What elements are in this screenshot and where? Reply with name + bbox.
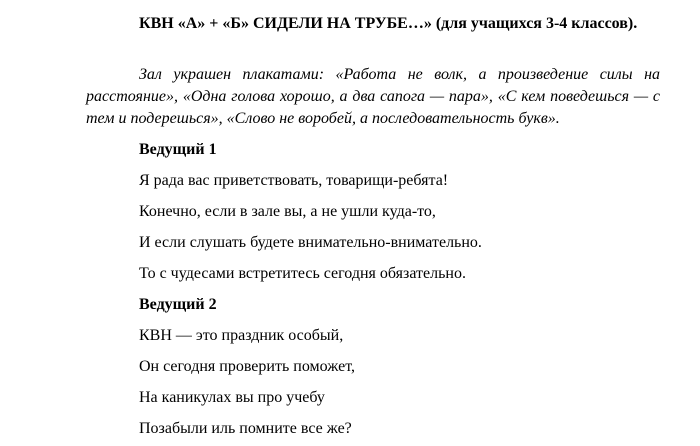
verse-line: Позабыли иль помните все же? <box>139 420 352 437</box>
verse-line: КВН — это праздник особый, <box>139 327 344 344</box>
verse-line: Конечно, если в зале вы, а не ушли куда-то, <box>139 203 436 220</box>
verse-line: Я рада вас приветствовать, товарищи-ребята! <box>139 172 449 189</box>
speaker-heading-2: Ведущий 2 <box>139 296 217 313</box>
verse-line: То с чудесами встретитесь сегодня обязательно. <box>139 265 466 282</box>
intro-paragraph: Зал украшен плакатами: «Работа не волк, а произведение силы на расстояние», «Одна голова хорошо, а два сапога — пара», «С кем поведешься — с тем и подерешься», «Слово не воробей, а последовательность букв». <box>86 66 660 127</box>
verse-line: И если слушать будете внимательно-внимательно. <box>139 234 482 251</box>
verse-line: Он сегодня проверить поможет, <box>139 358 355 375</box>
speaker-heading-1: Ведущий 1 <box>139 141 217 158</box>
verse-line: На каникулах вы про учебу <box>139 389 325 406</box>
document-title: КВН «А» + «Б» СИДЕЛИ НА ТРУБЕ…» (для учащихся 3-4 классов). <box>139 15 638 32</box>
